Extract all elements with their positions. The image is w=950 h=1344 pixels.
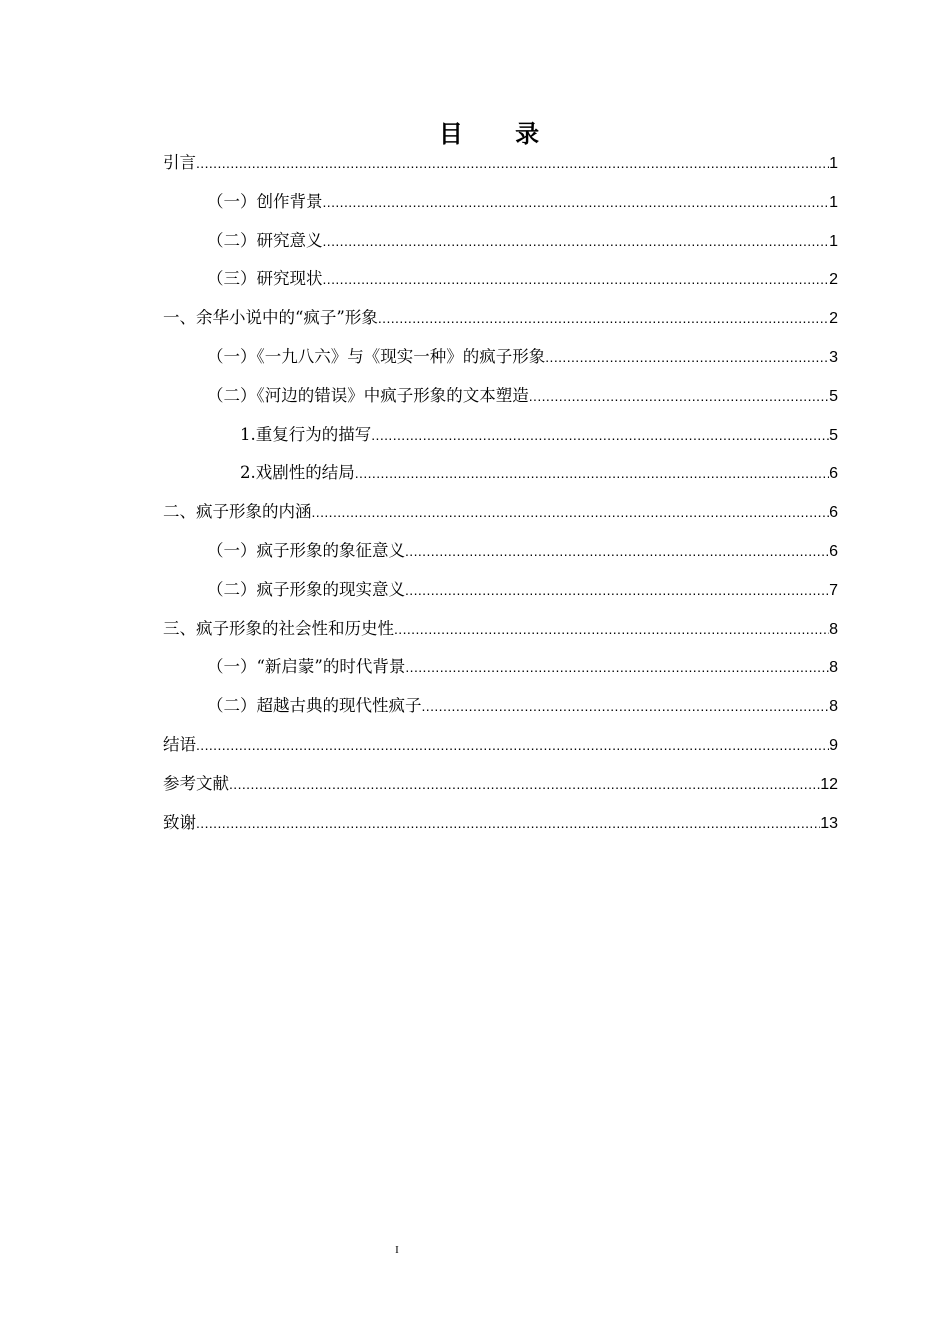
toc-entry-page: 8 xyxy=(829,698,838,716)
dot-leader xyxy=(229,765,820,804)
dot-leader xyxy=(196,804,820,843)
toc-entry-page: 8 xyxy=(829,659,838,677)
toc-entry[interactable] xyxy=(163,338,838,377)
toc-entry-page: 13 xyxy=(820,814,838,832)
toc-entry[interactable] xyxy=(163,571,838,610)
toc-entry-label: （一）创作背景 xyxy=(207,191,323,211)
toc-entry-label: 引言 xyxy=(163,153,196,172)
toc-entry-label: 2.戏剧性的结局 xyxy=(240,463,355,483)
toc-entry-label: 三、疯子形象的社会性和历史性 xyxy=(163,618,394,638)
toc-entry-page: 12 xyxy=(820,775,838,793)
toc-entry-page: 1 xyxy=(829,232,838,250)
page-number: I xyxy=(395,1244,399,1256)
dot-leader xyxy=(405,571,829,610)
dot-leader xyxy=(405,648,829,687)
toc-entry-label: （三）研究现状 xyxy=(207,269,323,289)
toc-entry-label: （一）《一九八六》与《现实一种》的疯子形象 xyxy=(207,346,546,366)
toc-entry-label: 参考文献 xyxy=(163,773,229,793)
toc-entry-label: （二）疯子形象的现实意义 xyxy=(207,579,405,599)
toc-entry-page: 1 xyxy=(829,193,838,211)
dot-leader xyxy=(371,416,829,455)
toc-entry[interactable] xyxy=(163,804,838,843)
toc-entry-label: （一）疯子形象的象征意义 xyxy=(207,540,405,560)
dot-leader xyxy=(378,299,829,338)
toc-entry-label: 二、疯子形象的内涵 xyxy=(163,502,312,522)
toc-entry[interactable] xyxy=(163,493,838,532)
toc-entry[interactable] xyxy=(163,377,838,416)
dot-leader xyxy=(394,610,829,649)
toc-entry[interactable] xyxy=(163,183,838,222)
toc-entry-page: 2 xyxy=(829,271,838,289)
toc-entry-page: 9 xyxy=(829,736,838,754)
toc-entry-label: （一）“新启蒙”的时代背景 xyxy=(207,657,406,677)
toc-entry-page: 1 xyxy=(829,155,838,172)
toc-entry[interactable] xyxy=(163,610,838,649)
dot-leader xyxy=(312,493,830,532)
toc-entry[interactable] xyxy=(163,260,838,299)
toc-entry-page: 5 xyxy=(829,387,838,405)
toc-entry-page: 5 xyxy=(829,426,838,444)
dot-leader xyxy=(405,532,829,571)
dot-leader xyxy=(196,144,829,183)
toc-entry[interactable] xyxy=(163,222,838,261)
page-title: 目 录 xyxy=(438,120,562,148)
toc-entry-label: （二）研究意义 xyxy=(207,230,323,250)
dot-leader xyxy=(529,377,829,416)
toc-entry-page: 2 xyxy=(829,310,838,328)
dot-leader xyxy=(545,338,829,377)
toc-entry[interactable] xyxy=(163,726,838,765)
dot-leader xyxy=(355,454,829,493)
dot-leader xyxy=(196,726,829,765)
toc-entry[interactable] xyxy=(163,299,838,338)
table-of-contents xyxy=(163,144,838,842)
toc-entry[interactable] xyxy=(163,687,838,726)
toc-entry-label: 一、余华小说中的“疯子”形象 xyxy=(163,308,378,328)
toc-entry-page: 3 xyxy=(829,348,838,366)
toc-entry[interactable] xyxy=(163,144,838,183)
toc-entry[interactable] xyxy=(163,532,838,571)
toc-entry-page: 8 xyxy=(829,620,838,638)
toc-entry[interactable] xyxy=(163,454,838,493)
dot-leader xyxy=(422,687,830,726)
dot-leader xyxy=(323,260,830,299)
toc-entry-label: 致谢 xyxy=(163,812,196,832)
toc-entry[interactable] xyxy=(163,416,838,455)
toc-entry[interactable] xyxy=(163,648,838,687)
toc-entry-page: 6 xyxy=(829,504,838,522)
toc-entry-page: 6 xyxy=(829,542,838,560)
toc-entry-label: 1.重复行为的描写 xyxy=(240,424,372,444)
toc-entry-page: 6 xyxy=(829,465,838,483)
toc-entry-label: （二）超越古典的现代性疯子 xyxy=(207,696,422,716)
toc-entry[interactable] xyxy=(163,765,838,804)
dot-leader xyxy=(323,222,830,261)
toc-entry-page: 7 xyxy=(829,581,838,599)
dot-leader xyxy=(323,183,830,222)
toc-entry-label: 结语 xyxy=(163,734,196,754)
toc-entry-label: （二）《河边的错误》中疯子形象的文本塑造 xyxy=(207,385,529,405)
